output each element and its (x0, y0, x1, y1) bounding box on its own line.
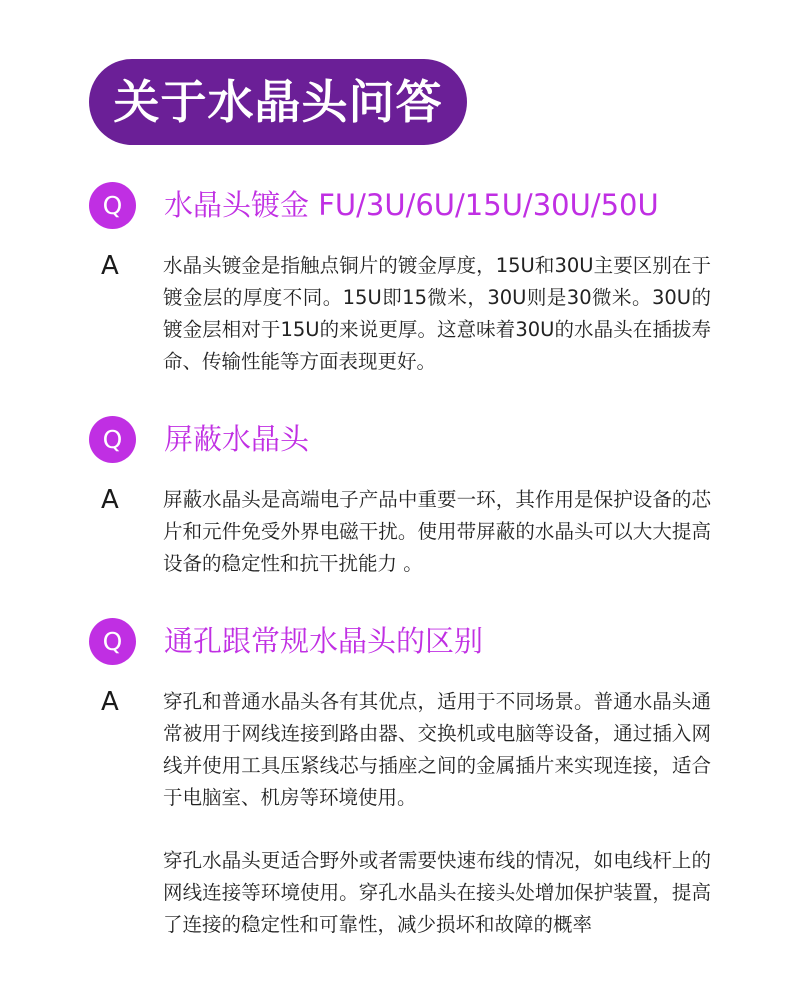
question-badge: Q (89, 182, 136, 229)
answer-text-continued: 穿孔水晶头更适合野外或者需要快速布线的情况，如电线杆上的网线连接等环境使用。穿孔水晶头在接头处增加保护装置，提高了连接的稳定性和可靠性，减少损坏和故障的概率 (163, 849, 711, 936)
question-text: 通孔跟常规水晶头的区别 (164, 624, 484, 658)
question-badge: Q (89, 618, 136, 665)
question-text: 屏蔽水晶头 (164, 422, 310, 456)
answer-text: 屏蔽水晶头是高端电子产品中重要一环，其作用是保护设备的芯片和元件免受外界电磁干扰。使用带屏蔽的水晶头可以大大提高设备的稳定性和抗干扰能力 。 (163, 488, 711, 575)
question-badge: Q (89, 416, 136, 463)
answer-text: 水晶头镀金是指触点铜片的镀金厚度，15U和30U主要区别在于镀金层的厚度不同。15U即15微米，30U则是30微米。30U的镀金层相对于15U的来说更厚。这意味着30U的水晶头在插拔寿命、传输性能等方面表现更好。 (163, 254, 711, 373)
answer-text: 穿孔和普通水晶头各有其优点，适用于不同场景。普通水晶头通常被用于网线连接到路由器、交换机或电脑等设备，通过插入网线并使用工具压紧线芯与插座之间的金属插片来实现连接，适合于电脑室、机房等环境使用。 (163, 690, 711, 809)
page-title: 关于水晶头问答 (89, 59, 467, 145)
answer-label: A (101, 687, 119, 717)
answer-label: A (101, 485, 119, 515)
question-text: 水晶头镀金 FU/3U/6U/15U/30U/50U (164, 188, 659, 222)
answer-label: A (101, 251, 119, 281)
